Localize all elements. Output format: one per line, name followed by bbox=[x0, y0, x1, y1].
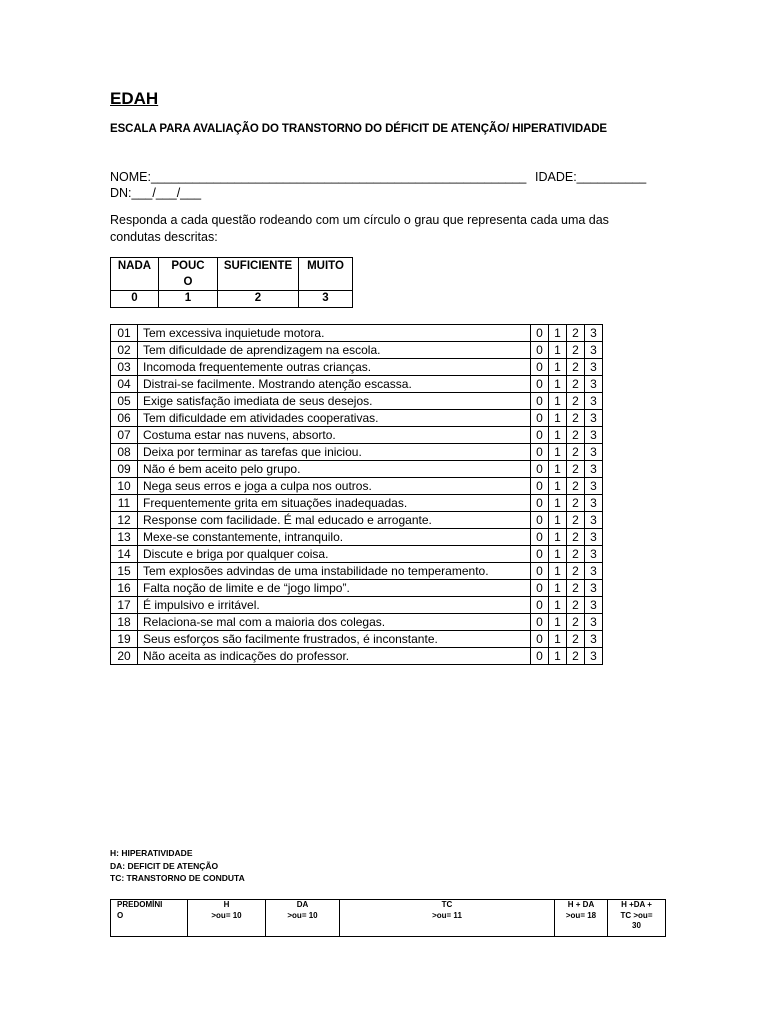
predominance-sub: >ou= 11 bbox=[432, 910, 462, 920]
score-option-2[interactable]: 2 bbox=[567, 444, 585, 461]
score-option-0[interactable]: 0 bbox=[531, 614, 549, 631]
question-text: Não é bem aceito pelo grupo. bbox=[138, 461, 531, 478]
predominance-head: DA bbox=[296, 900, 309, 909]
score-option-1[interactable]: 1 bbox=[549, 342, 567, 359]
note-line: H: HIPERATIVIDADE bbox=[110, 848, 193, 858]
score-option-0[interactable]: 0 bbox=[531, 410, 549, 427]
dob-field[interactable]: DN:___/___/___ bbox=[110, 186, 202, 200]
score-option-3[interactable]: 3 bbox=[585, 614, 603, 631]
note-line: DA: DEFICIT DE ATENÇÃO bbox=[110, 860, 219, 871]
question-number: 09 bbox=[111, 461, 138, 478]
question-row bbox=[111, 631, 603, 648]
score-option-1[interactable]: 1 bbox=[549, 478, 567, 495]
predominance-cell bbox=[266, 900, 340, 937]
question-text: Discute e briga por qualquer coisa. bbox=[138, 546, 531, 563]
question-text: Tem explosões advindas de uma instabilidade no temperamento. bbox=[138, 563, 531, 580]
score-option-0[interactable]: 0 bbox=[531, 325, 549, 342]
question-number: 01 bbox=[111, 325, 138, 342]
predominance-cell bbox=[555, 900, 608, 937]
question-text: Frequentemente grita em situações inadequadas. bbox=[138, 495, 531, 512]
score-option-1[interactable]: 1 bbox=[549, 325, 567, 342]
score-legend-table bbox=[110, 257, 353, 308]
score-option-0[interactable]: 0 bbox=[531, 563, 549, 580]
predominance-cell bbox=[188, 900, 266, 937]
score-option-0[interactable]: 0 bbox=[531, 359, 549, 376]
score-option-2[interactable]: 2 bbox=[567, 461, 585, 478]
question-number: 20 bbox=[111, 648, 138, 665]
scale-subtitle: ESCALA PARA AVALIAÇÃO DO TRANSTORNO DO DÉFICIT DE ATENÇÃO/ HIPERATIVIDADE bbox=[110, 123, 608, 135]
question-number: 08 bbox=[111, 444, 138, 461]
predominance-sub: TC >ou= 30 bbox=[620, 910, 653, 930]
question-number: 10 bbox=[111, 478, 138, 495]
question-number: 13 bbox=[111, 529, 138, 546]
score-option-2[interactable]: 2 bbox=[567, 563, 585, 580]
score-option-3[interactable]: 3 bbox=[585, 359, 603, 376]
predominance-table bbox=[110, 899, 666, 937]
question-row bbox=[111, 410, 603, 427]
question-row bbox=[111, 546, 603, 563]
question-text: Tem excessiva inquietude motora. bbox=[138, 325, 531, 342]
score-option-1[interactable]: 1 bbox=[549, 410, 567, 427]
legend-header: NADA bbox=[111, 258, 159, 291]
score-option-2[interactable]: 2 bbox=[567, 359, 585, 376]
score-option-1[interactable]: 1 bbox=[549, 427, 567, 444]
score-option-2[interactable]: 2 bbox=[567, 376, 585, 393]
score-option-1[interactable]: 1 bbox=[549, 393, 567, 410]
score-option-1[interactable]: 1 bbox=[549, 376, 567, 393]
question-number: 02 bbox=[111, 342, 138, 359]
predominance-head: H +DA + bbox=[621, 900, 652, 909]
predominance-cell bbox=[608, 900, 666, 937]
question-row bbox=[111, 648, 603, 665]
question-text: Não aceita as indicações do professor. bbox=[138, 648, 531, 665]
score-option-1[interactable]: 1 bbox=[549, 512, 567, 529]
question-row bbox=[111, 461, 603, 478]
question-number: 06 bbox=[111, 410, 138, 427]
score-option-0[interactable]: 0 bbox=[531, 512, 549, 529]
score-option-2[interactable]: 2 bbox=[567, 580, 585, 597]
score-option-1[interactable]: 1 bbox=[549, 546, 567, 563]
predominance-cell bbox=[340, 900, 555, 937]
score-option-3[interactable]: 3 bbox=[585, 580, 603, 597]
score-option-3[interactable]: 3 bbox=[585, 325, 603, 342]
score-option-3[interactable]: 3 bbox=[585, 376, 603, 393]
score-option-2[interactable]: 2 bbox=[567, 325, 585, 342]
instructions: Responda a cada questão rodeando com um círculo o grau que representa cada uma das condutas descritas: bbox=[110, 213, 609, 244]
score-option-3[interactable]: 3 bbox=[585, 546, 603, 563]
question-number: 04 bbox=[111, 376, 138, 393]
question-number: 05 bbox=[111, 393, 138, 410]
question-text: Deixa por terminar as tarefas que iniciou. bbox=[138, 444, 531, 461]
question-text: Nega seus erros e joga a culpa nos outros. bbox=[138, 478, 531, 495]
score-option-2[interactable]: 2 bbox=[567, 529, 585, 546]
score-option-3[interactable]: 3 bbox=[585, 495, 603, 512]
question-text: Mexe-se constantemente, intranquilo. bbox=[138, 529, 531, 546]
score-option-3[interactable]: 3 bbox=[585, 597, 603, 614]
question-number: 19 bbox=[111, 631, 138, 648]
questionnaire-table bbox=[110, 324, 603, 665]
question-text: Distrai-se facilmente. Mostrando atenção escassa. bbox=[138, 376, 531, 393]
score-option-3[interactable]: 3 bbox=[585, 427, 603, 444]
score-option-2[interactable]: 2 bbox=[567, 546, 585, 563]
score-option-1[interactable]: 1 bbox=[549, 359, 567, 376]
question-row bbox=[111, 444, 603, 461]
predominance-sub: >ou= 18 bbox=[565, 910, 597, 920]
score-option-2[interactable]: 2 bbox=[567, 342, 585, 359]
score-option-2[interactable]: 2 bbox=[567, 393, 585, 410]
score-option-1[interactable]: 1 bbox=[549, 648, 567, 665]
score-option-2[interactable]: 2 bbox=[567, 512, 585, 529]
score-option-3[interactable]: 3 bbox=[585, 631, 603, 648]
predominance-sub: >ou= 10 bbox=[287, 910, 318, 920]
abbreviation-notes bbox=[110, 847, 245, 885]
question-text: Falta noção de limite e de “jogo limpo”. bbox=[138, 580, 531, 597]
question-row bbox=[111, 597, 603, 614]
question-number: 14 bbox=[111, 546, 138, 563]
score-option-1[interactable]: 1 bbox=[549, 614, 567, 631]
question-row bbox=[111, 359, 603, 376]
question-row bbox=[111, 376, 603, 393]
question-text: Tem dificuldade em atividades cooperativas. bbox=[138, 410, 531, 427]
score-option-0[interactable]: 0 bbox=[531, 444, 549, 461]
question-number: 11 bbox=[111, 495, 138, 512]
score-option-3[interactable]: 3 bbox=[585, 444, 603, 461]
score-option-0[interactable]: 0 bbox=[531, 342, 549, 359]
question-row bbox=[111, 495, 603, 512]
score-option-2[interactable]: 2 bbox=[567, 614, 585, 631]
score-option-2[interactable]: 2 bbox=[567, 427, 585, 444]
question-text: Tem dificuldade de aprendizagem na escola. bbox=[138, 342, 531, 359]
score-option-1[interactable]: 1 bbox=[549, 529, 567, 546]
question-text: Costuma estar nas nuvens, absorto. bbox=[138, 427, 531, 444]
predominance-cell bbox=[111, 900, 188, 937]
question-number: 17 bbox=[111, 597, 138, 614]
score-option-2[interactable]: 2 bbox=[567, 410, 585, 427]
legend-value: 3 bbox=[299, 291, 353, 308]
score-option-0[interactable]: 0 bbox=[531, 461, 549, 478]
score-option-0[interactable]: 0 bbox=[531, 427, 549, 444]
score-option-0[interactable]: 0 bbox=[531, 648, 549, 665]
note-line: TC: TRANSTORNO DE CONDUTA bbox=[110, 873, 245, 883]
score-option-3[interactable]: 3 bbox=[585, 410, 603, 427]
question-number: 07 bbox=[111, 427, 138, 444]
page-title: EDAH bbox=[110, 89, 159, 108]
question-row bbox=[111, 563, 603, 580]
predominance-head: H + DA bbox=[567, 900, 595, 909]
predominance-sub: O bbox=[117, 910, 124, 920]
predominance-head: PREDOMÍNI bbox=[117, 900, 163, 909]
score-option-1[interactable]: 1 bbox=[549, 563, 567, 580]
question-row bbox=[111, 512, 603, 529]
score-option-0[interactable]: 0 bbox=[531, 478, 549, 495]
question-text: Relaciona-se mal com a maioria dos colegas. bbox=[138, 614, 531, 631]
legend-header: MUITO bbox=[299, 258, 353, 291]
question-row bbox=[111, 529, 603, 546]
question-number: 16 bbox=[111, 580, 138, 597]
question-row bbox=[111, 614, 603, 631]
score-option-2[interactable]: 2 bbox=[567, 648, 585, 665]
score-option-3[interactable]: 3 bbox=[585, 529, 603, 546]
score-option-2[interactable]: 2 bbox=[567, 495, 585, 512]
question-row bbox=[111, 325, 603, 342]
question-text: Incomoda frequentemente outras crianças. bbox=[138, 359, 531, 376]
score-option-1[interactable]: 1 bbox=[549, 597, 567, 614]
question-row bbox=[111, 427, 603, 444]
legend-value: 1 bbox=[159, 291, 218, 308]
score-option-3[interactable]: 3 bbox=[585, 512, 603, 529]
score-option-3[interactable]: 3 bbox=[585, 342, 603, 359]
score-option-3[interactable]: 3 bbox=[585, 393, 603, 410]
score-option-1[interactable]: 1 bbox=[549, 580, 567, 597]
legend-value: 0 bbox=[111, 291, 159, 308]
score-option-0[interactable]: 0 bbox=[531, 546, 549, 563]
question-number: 03 bbox=[111, 359, 138, 376]
legend-header: POUC O bbox=[159, 258, 218, 291]
score-option-1[interactable]: 1 bbox=[549, 495, 567, 512]
question-row bbox=[111, 342, 603, 359]
question-number: 12 bbox=[111, 512, 138, 529]
score-option-1[interactable]: 1 bbox=[549, 444, 567, 461]
question-row bbox=[111, 478, 603, 495]
predominance-head: H bbox=[223, 900, 230, 909]
legend-value: 2 bbox=[218, 291, 299, 308]
question-text: É impulsivo e irritável. bbox=[138, 597, 531, 614]
score-option-2[interactable]: 2 bbox=[567, 597, 585, 614]
score-option-2[interactable]: 2 bbox=[567, 631, 585, 648]
score-option-1[interactable]: 1 bbox=[549, 461, 567, 478]
score-option-0[interactable]: 0 bbox=[531, 393, 549, 410]
score-option-3[interactable]: 3 bbox=[585, 648, 603, 665]
question-number: 15 bbox=[111, 563, 138, 580]
score-option-2[interactable]: 2 bbox=[567, 478, 585, 495]
score-option-1[interactable]: 1 bbox=[549, 631, 567, 648]
score-option-0[interactable]: 0 bbox=[531, 631, 549, 648]
question-text: Seus esforços são facilmente frustrados, é inconstante. bbox=[138, 631, 531, 648]
question-text: Exige satisfação imediata de seus desejos. bbox=[138, 393, 531, 410]
legend-header: SUFICIENTE bbox=[218, 258, 299, 291]
score-option-0[interactable]: 0 bbox=[531, 495, 549, 512]
score-option-0[interactable]: 0 bbox=[531, 376, 549, 393]
score-option-3[interactable]: 3 bbox=[585, 563, 603, 580]
score-option-0[interactable]: 0 bbox=[531, 580, 549, 597]
question-row bbox=[111, 393, 603, 410]
age-field[interactable]: IDADE:__________ bbox=[535, 170, 647, 184]
score-option-3[interactable]: 3 bbox=[585, 461, 603, 478]
predominance-head: TC bbox=[441, 900, 453, 909]
question-row bbox=[111, 580, 603, 597]
score-option-0[interactable]: 0 bbox=[531, 529, 549, 546]
question-number: 18 bbox=[111, 614, 138, 631]
score-option-3[interactable]: 3 bbox=[585, 478, 603, 495]
predominance-sub: >ou= 10 bbox=[211, 910, 242, 920]
question-text: Response com facilidade. É mal educado e arrogante. bbox=[138, 512, 531, 529]
score-option-0[interactable]: 0 bbox=[531, 597, 549, 614]
name-field[interactable]: NOME:______________________________________________________ bbox=[110, 170, 527, 184]
